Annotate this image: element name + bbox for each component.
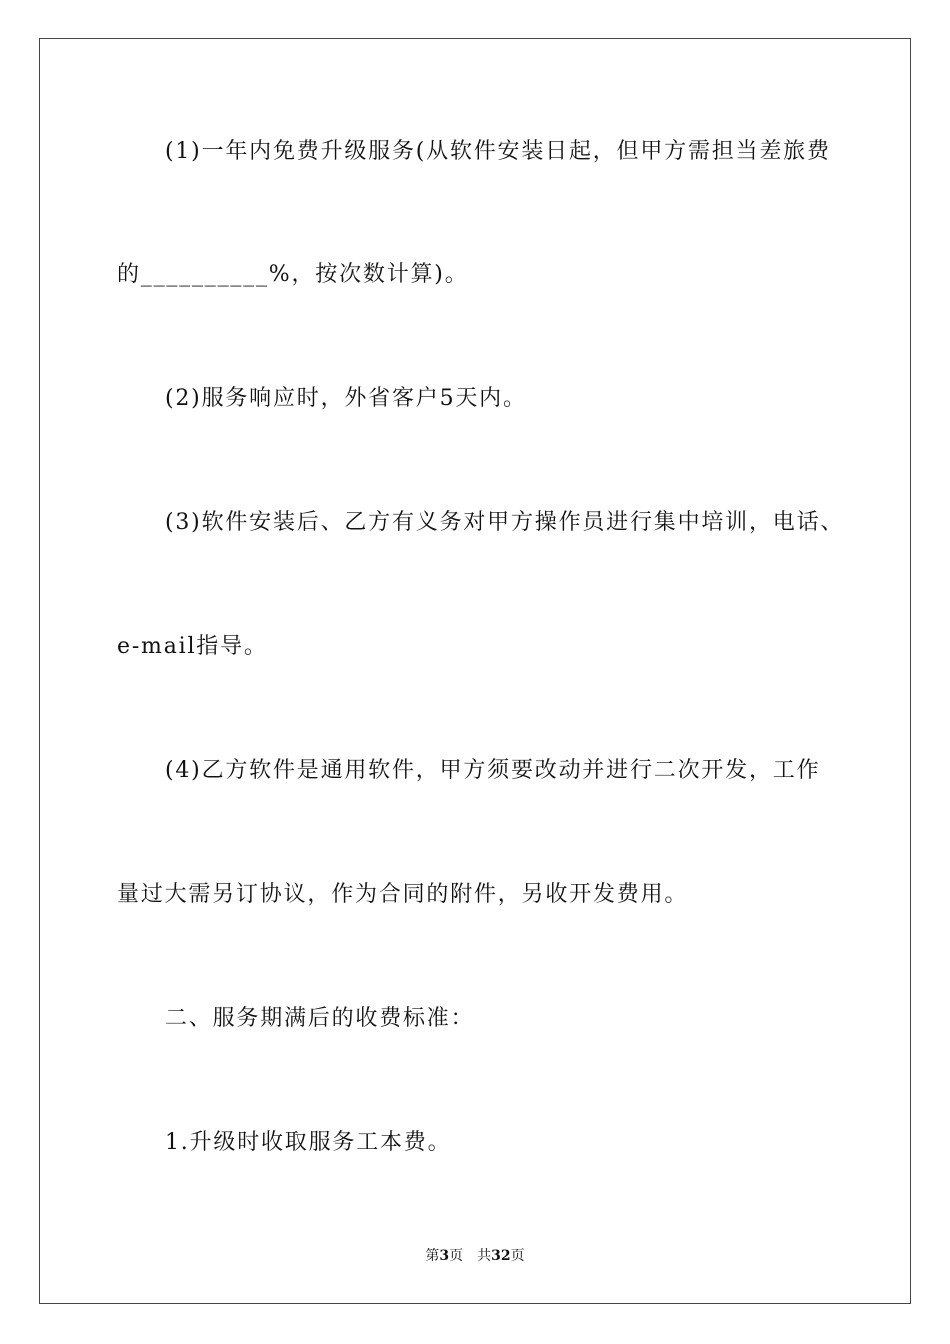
footer-total-prefix: 共 (477, 1248, 492, 1264)
page-border (39, 38, 911, 1304)
footer-total-number: 32 (491, 1248, 511, 1264)
paragraph-1-line-1: (1)一年内免费升级服务(从软件安装日起，但甲方需担当差旅费 (165, 139, 831, 164)
paragraph-4-line-2: 量过大需另订协议，作为合同的附件，另收开发费用。 (117, 882, 689, 907)
footer-page-number: 3 (439, 1248, 450, 1264)
section-heading: 二、服务期满后的收费标准： (165, 1006, 475, 1031)
footer-total-suffix: 页 (510, 1248, 525, 1264)
footer-page-prefix: 第 (425, 1248, 440, 1264)
page-footer (0, 1246, 950, 1266)
paragraph-3-line-1: (3)软件安装后、乙方有义务对甲方操作员进行集中培训，电话、 (165, 510, 845, 535)
paragraph-2: (2)服务响应时，外省客户5天内。 (165, 386, 527, 411)
paragraph-4-line-1: (4)乙方软件是通用软件，甲方须要改动并进行二次开发，工作 (165, 758, 821, 783)
item-1: 1.升级时收取服务工本费。 (165, 1130, 452, 1155)
footer-page-suffix: 页 (449, 1248, 464, 1264)
paragraph-3-line-2: e-mail指导。 (117, 634, 268, 659)
paragraph-1-line-2: 的__________%，按次数计算)。 (117, 262, 469, 287)
